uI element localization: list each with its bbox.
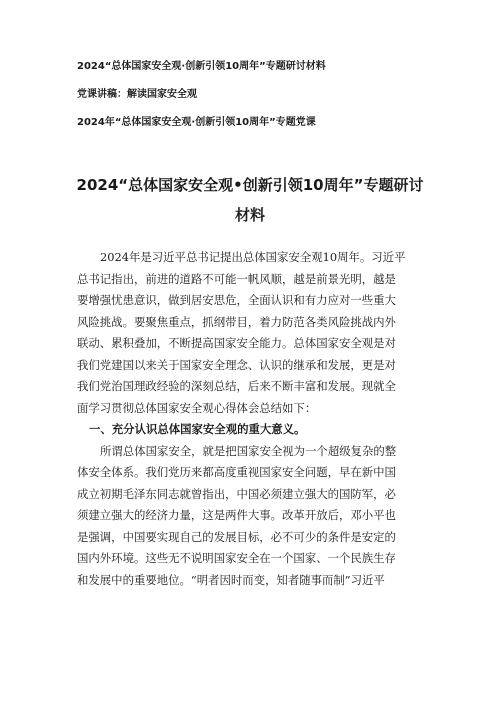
title-line: 材料 — [234, 206, 265, 224]
contents-item: 2024年“总体国家安全观·创新引领10周年”专题党课 — [77, 117, 316, 128]
text-line: 所谓总体国家安全，就是把国家安全视为一个超级复杂的整 — [100, 443, 397, 458]
contents-item: 党课讲稿：解读国家安全观 — [77, 89, 197, 100]
text-line: 要增强忧患意识，做到居安思危，全面认识和有力应对一些重大 — [77, 293, 396, 307]
text-line: 我们党治国理政经验的深刻总结，后来不断丰富和发展。现就全 — [77, 379, 396, 393]
contents-item: 2024“总体国家安全观·创新引领10周年”专题研讨材料 — [77, 61, 326, 72]
text-line: 体安全体系。我们党历来都高度重视国家安全问题，早在新中国 — [77, 465, 396, 479]
document-body — [77, 247, 427, 591]
text-line: 国内外环境。这些无不说明国家安全在一个国家、一个民族生存 — [77, 551, 396, 565]
text-line: 我们党建国以来关于国家安全理念、认识的继承和发展，更是对 — [77, 357, 396, 372]
text-line: 是强调，中国要实现自己的发展目标，必不可少的条件是安定的 — [77, 529, 396, 544]
document-title — [60, 170, 440, 230]
text-line: 风险挑战。要聚焦重点，抓纲带目，着力防范各类风险挑战内外 — [77, 314, 396, 329]
title-line: 2024“总体国家安全观•创新引领10周年”专题研讨 — [76, 176, 424, 194]
text-line: 成立初期毛泽东同志就曾指出，中国必须建立强大的国防军，必 — [77, 486, 396, 501]
text-line: 须建立强大的经济力量，这是两件大事。改革开放后，邓小平也 — [77, 508, 396, 522]
section-heading: 一、充分认识总体国家安全观的重大意义。 — [89, 422, 306, 436]
contents-list — [77, 60, 437, 144]
text-line: 总书记指出，前进的道路不可能一帆风顺，越是前景光明，越是 — [77, 271, 396, 286]
text-line: 面学习贯彻总体国家安全观心得体会总结如下： — [77, 400, 317, 415]
intro-paragraph — [77, 247, 427, 419]
section-paragraph — [77, 441, 427, 592]
text-line: 和发展中的重要地位。“明者因时而变，知者随事而制”习近平 — [77, 572, 385, 587]
text-line: 联动、累积叠加，不断提高国家安全能力。总体国家安全观是对 — [77, 336, 396, 350]
text-line: 2024年是习近平总书记提出总体国家安全观10周年。习近平 — [100, 250, 406, 264]
